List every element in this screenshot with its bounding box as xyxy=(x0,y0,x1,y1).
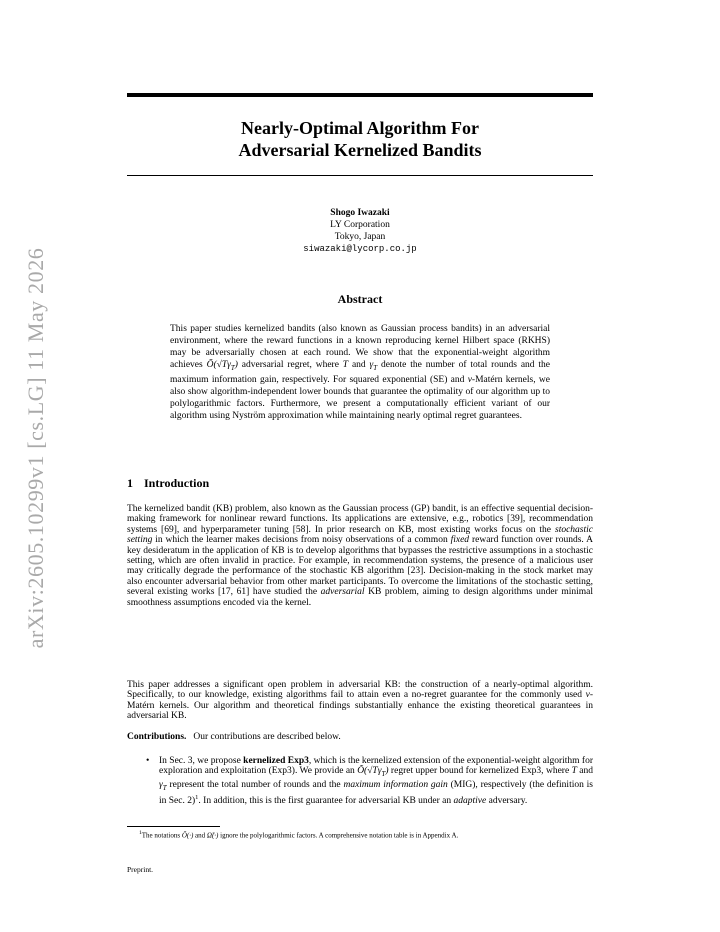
abstract-heading: Abstract xyxy=(337,292,383,306)
section-heading-introduction xyxy=(127,476,209,491)
regret-bound: $Õ(√T\gamma_T)$ xyxy=(206,360,238,372)
abstract-text: This paper studies kernelized bandits (also known as Gaussian process bandits) in an adversarial environment, where the reward functions in a known reproducing kernel Hilbert space (RKHS) may be adversarially chosen at each round. We show that the exponential-weight algorithm achieves $Õ(√T\gamma_T)$ adversarial regret, where T and $\gamma_T$ denote the number of total rounds and the maximum information gain, respectively. For squared exponential (SE) and ν-Matérn kernels, we also show algorithm-independent lower bounds that guarantee the optimality of our algorithm up to polylogarithmic factors. Furthermore, we present a computationally efficient variant of our algorithm using Nyström approximation while maintaining nearly optimal regret guarantees. xyxy=(170,324,551,421)
contributions-text: Our contributions are described below. xyxy=(193,732,341,742)
var-T: T xyxy=(342,360,349,370)
em-adversarial: adversarial xyxy=(320,587,365,598)
abstract-s2: adversarial regret, where xyxy=(237,360,343,370)
title-top-rule xyxy=(127,93,593,97)
paper-title xyxy=(127,117,593,161)
contributions-label: Contributions. xyxy=(127,732,187,742)
section-number: 1 xyxy=(127,476,133,490)
abstract-s1: This paper studies kernelized bandits (also known as Gaussian process bandits) in an adversarial environment, where the reward functions in a known reproducing kernel Hilbert space (RKHS) may be adversarially chosen at each round. We show that the exponential-weight algorithm achieves xyxy=(170,324,550,370)
kernelized-exp3-term: kernelized Exp3 xyxy=(243,756,309,766)
abstract-s3: denote the number of total rounds and the maximum information gain, respectively. For squared exponential (SE) and xyxy=(170,360,551,385)
author-location: Tokyo, Japan xyxy=(334,232,386,242)
section-title: Introduction xyxy=(144,476,210,490)
contribution-bullet-1: • In Sec. 3, we propose kernelized Exp3, which is the kernelized extension of the exponential-weight algorithm for exploration and exploitation (Exp3). We provide an $Õ(√T\gamma_T)$ regret upper bound for kernelized Exp3, where T and $\gamma_T$ represent the total number of rounds and the maximum information gain (MIG), respectively (the definition is in Sec. 2)$^1$. In addition, this is the first guarantee for adversarial KB under an adaptive adversary. xyxy=(146,756,594,807)
footnote-rule xyxy=(127,826,220,827)
abstract-s4: -Matérn kernels, we also show algorithm-independent lower bounds that guarantee the optimality of our algorithm up to polylogarithmic factors. Furthermore, we present a computationally efficient variant of our algorithm using Nyström approximation while maintaining nearly optimal regret guarantees. xyxy=(170,374,550,421)
var-gamma: $\gamma_T$ xyxy=(369,360,378,372)
author-email[interactable]: siwazaki@lycorp.co.jp xyxy=(303,244,417,254)
intro-paragraph-2: This paper addresses a significant open problem in adversarial KB: the construction of a nearly-optimal algorithm. Specifically, to our knowledge, existing algorithms fail to attain even a no-regret guarantee for the commonly used ν-Matérn kernels. Our algorithm and theoretical findings substantially enhance the existing theoretical guarantees in adversarial KB. xyxy=(127,680,593,722)
em-stochastic-setting: stochastic setting xyxy=(127,524,593,546)
title-line-1: Nearly-Optimal Algorithm For xyxy=(241,118,479,138)
footnote-marker[interactable]: 1 xyxy=(195,794,199,801)
contributions-line xyxy=(127,732,593,743)
em-fixed: fixed xyxy=(450,535,470,546)
intro-paragraph-1: The kernelized bandit (KB) problem, also known as the Gaussian process (GP) bandit, is an effective sequential decision-making framework for nonlinear reward functions. Its applications are extensive, e.g., robotics [39], recommendation systems [69], and hyperparameter tuning [58]. In prior research on KB, most existing works focus on the stochastic setting in which the learner makes decisions from noisy observations of a common fixed reward function over rounds. A key desideratum in the application of KB is to develop algorithms that bypasses the restrictive assumptions in a stochastic setting, which are often invalid in practice. For example, in recommendation systems, the presence of a malicious user may critically degrade the performance of the stochastic KB algorithm [23]. Decision-making in the stock market may also encounter adversarial behavior from other market participants. To overcome the limitations of the stochastic setting, several existing works [17, 61] have studied the adversarial KB problem, aiming to design algorithms under minimal smoothness assumptions encoded via the kernel. xyxy=(127,504,594,608)
title-line-2: Adversarial Kernelized Bandits xyxy=(238,140,482,160)
bullet-dot-icon: • xyxy=(146,756,150,766)
var-nu: ν xyxy=(467,374,472,385)
arxiv-watermark: arXiv:2605.10299v1 [cs.LG] 11 May 2026 xyxy=(23,247,48,649)
author-block xyxy=(127,207,593,255)
author-name: Shogo Iwazaki xyxy=(330,208,390,218)
title-bottom-rule xyxy=(127,175,593,176)
footnote-1: $^1$The notations Õ(·) and Ω̃(·) ignore the polylogarithmic factors. A comprehensive notation table is in Appendix A. xyxy=(139,830,459,840)
author-affiliation: LY Corporation xyxy=(330,220,390,230)
preprint-label: Preprint. xyxy=(127,865,154,874)
